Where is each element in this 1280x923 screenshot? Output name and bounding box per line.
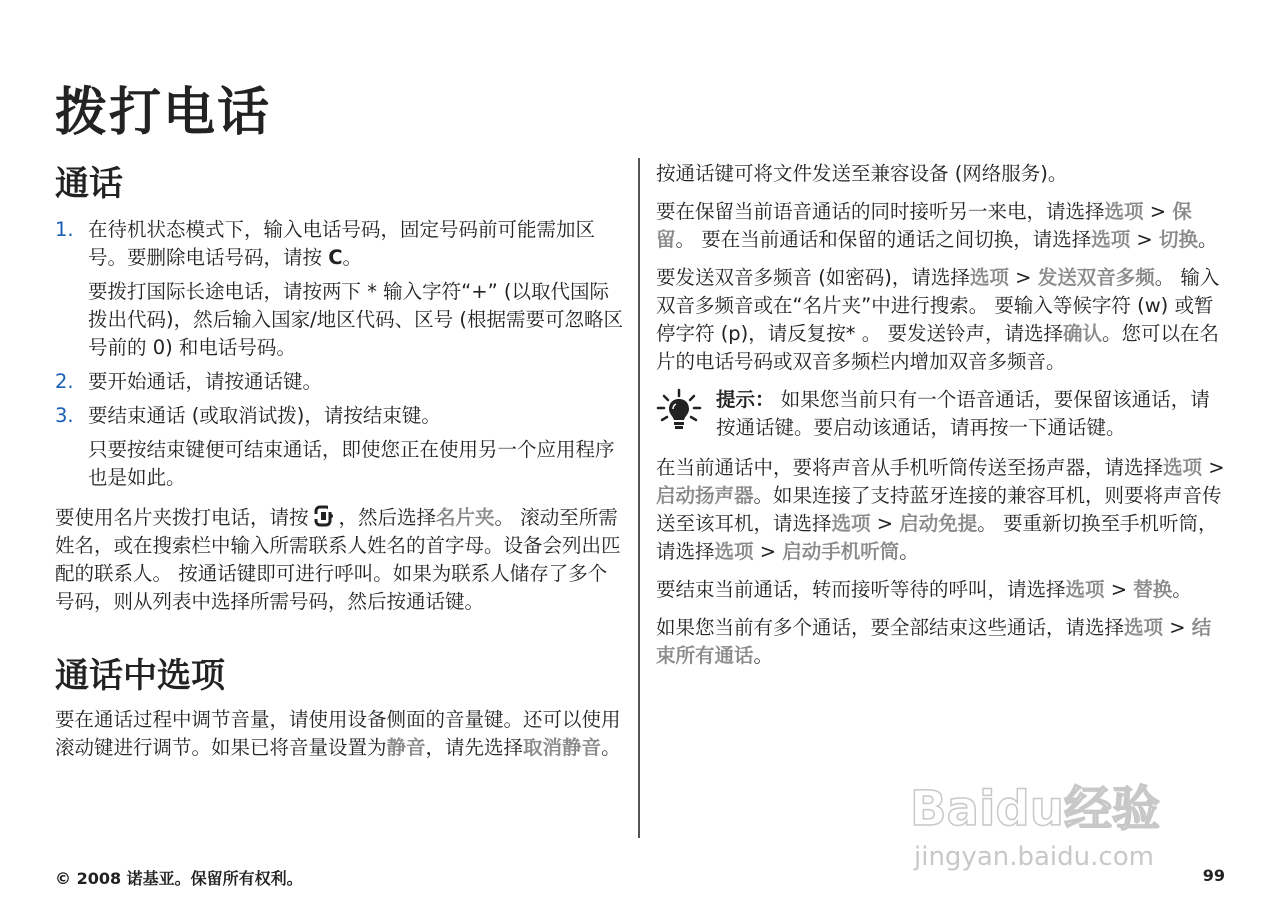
tip-text: 提示： 如果您当前只有一个语音通话，要保留该通话，请按通话键。要启动该通话，请再按一下通话键。 — [716, 388, 1210, 439]
replace-label: 替换 — [1133, 578, 1173, 601]
tip-label: 提示： — [716, 388, 775, 411]
list-item — [55, 402, 625, 430]
right-column — [656, 160, 1228, 680]
contacts-menu-label: 名片夹 — [436, 506, 495, 529]
send-dtmf-label: 发送双音多频 — [1037, 266, 1155, 289]
handsfree-label: 启动免提 — [899, 512, 978, 535]
mute-label: 静音 — [386, 736, 426, 759]
replace-paragraph: 要结束当前通话，转而接听等待的呼叫，请选择选项 > 替换。 — [656, 578, 1192, 601]
unmute-label: 取消静音 — [523, 736, 602, 759]
list-item — [55, 216, 625, 272]
section-heading-calls: 通话 — [55, 164, 123, 204]
end-all-paragraph: 如果您当前有多个通话，要全部结束这些通话，请选择选项 > 结束所有通话。 — [656, 616, 1212, 667]
section-heading-in-call-options: 通话中选项 — [55, 656, 225, 696]
left-column — [55, 160, 625, 772]
page-title: 拨打电话 — [55, 83, 272, 143]
lightbulb-icon — [656, 388, 702, 434]
end-all-label: 结束所有通话 — [656, 616, 1212, 667]
watermark-url: jingyan.baidu.com — [914, 842, 1154, 872]
baidu-watermark — [900, 770, 1220, 880]
list-item — [55, 368, 625, 396]
list-item-text: 在待机状态模式下，输入电话号码，固定号码前可能需加区号。要删除电话号码，请按 C。 — [88, 218, 596, 269]
hold-paragraph: 要在保留当前语音通话的同时接听另一来电，请选择选项 > 保留。 要在当前通话和保留的通话之间切换，请选择选项 > 切换。 — [656, 200, 1218, 251]
speaker-label: 启动扬声器 — [656, 484, 754, 507]
menu-key-icon — [313, 504, 335, 530]
volume-paragraph: 要在通话过程中调节音量，请使用设备侧面的音量键。还可以使用滚动键进行调节。如果已将音量设置为静音，请先选择取消静音。 — [55, 708, 621, 759]
switch-label: 切换 — [1158, 228, 1198, 251]
end-call-note: 只要按结束键便可结束通话，即使您正在使用另一个应用程序也是如此。 — [88, 438, 615, 489]
speaker-paragraph: 在当前通话中，要将声音从手机听筒传送至扬声器，请选择选项 > 启动扬声器。如果连接了支持蓝牙连接的兼容耳机，则要将声音传送至该耳机，请选择选项 > 启动免提。 要重新切换至手机听筒，请选择选项 > 启动手机听筒。 — [656, 456, 1225, 563]
contacts-paragraph: 要使用名片夹拨打电话，请按 ，然后选择名片夹。 滚动至所需姓名，或在搜索栏中输入所需联系人姓名的首字母。设备会列出匹配的联系人。 按通话键即可进行呼叫。如果为联系人储存了多个号码，则从列表中选择所需号码，然后按通话键。 — [55, 506, 621, 613]
send-file-paragraph: 按通话键可将文件发送至兼容设备 (网络服务)。 — [656, 162, 1068, 185]
list-number: 1. — [55, 218, 74, 241]
watermark-brand: Baidu经验 — [910, 781, 1160, 837]
international-call-note: 要拨打国际长途电话，请按两下 * 输入字符“+” (以取代国际拨出代码)，然后输入国家/地区代码、区号 (根据需要可忽略区号前的 0) 和电话号码。 — [88, 280, 623, 359]
dtmf-paragraph: 要发送双音多频音 (如密码)，请选择选项 > 发送双音多频。 输入双音多频音或在“名片夹”中进行搜索。 要输入等候字符 (w) 或暂停字符 (p)，请反复按* 。 要发送铃声，请选择确认。您可以在名片的电话号码或双音多频栏内增加双音多频音。 — [656, 266, 1220, 373]
clear-key-glyph: C — [328, 246, 343, 269]
page-number: 99 — [1202, 866, 1225, 885]
tip-box — [656, 386, 1228, 442]
handset-label: 启动手机听筒 — [782, 540, 900, 563]
column-divider — [638, 158, 640, 838]
confirm-label: 确认 — [1062, 322, 1102, 345]
list-number: 2. — [55, 370, 74, 393]
list-number: 3. — [55, 404, 74, 427]
list-item-text: 要结束通话 (或取消试拨)，请按结束键。 — [88, 404, 441, 427]
footer-copyright: © 2008 诺基亚。保留所有权利。 — [55, 869, 303, 888]
list-item-text: 要开始通话，请按通话键。 — [88, 370, 323, 393]
hold-label: 保留 — [656, 200, 1192, 251]
